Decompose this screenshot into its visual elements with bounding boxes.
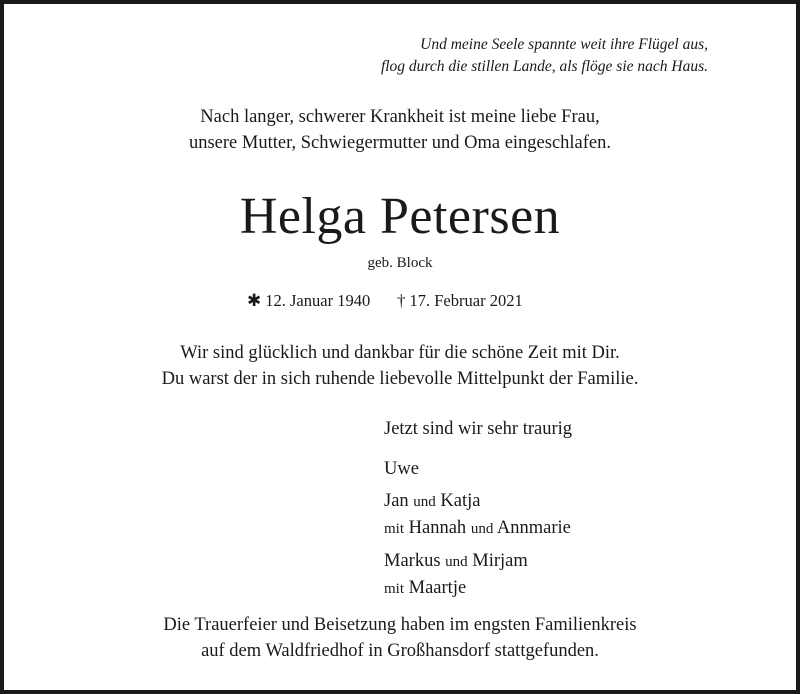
mourner-children-1 <box>384 515 572 542</box>
death-cross-icon: † <box>397 291 406 310</box>
joiner-word: und <box>445 554 468 570</box>
closing-text <box>4 612 796 664</box>
with-word: mit <box>384 521 405 537</box>
mourner-name: Katja <box>440 491 481 511</box>
mourner-group-2 <box>384 548 572 602</box>
birth-star-icon: ✱ <box>247 291 262 310</box>
closing-line-2: auf dem Waldfriedhof in Großhansdorf stattgefunden. <box>201 641 599 661</box>
birth-date-text: 12. Januar 1940 <box>265 291 371 310</box>
closing-line-1: Die Trauerfeier und Beisetzung haben im engsten Familienkreis <box>163 615 637 635</box>
joiner-word: und <box>470 521 494 537</box>
maiden-name: geb. Block <box>367 255 433 271</box>
tribute-text <box>4 340 796 392</box>
mourner-name: Hannah <box>408 518 467 538</box>
intro-line-2: unsere Mutter, Schwiegermutter und Oma eingeschlafen. <box>188 133 612 153</box>
mourners-list <box>384 416 572 608</box>
mourning-line: Jetzt sind wir sehr traurig <box>384 419 573 439</box>
deceased-name: Helga Petersen <box>239 188 561 245</box>
intro-text <box>4 104 796 156</box>
verse-line-2: flog durch die stillen Lande, als flöge sie nach Haus. <box>380 58 708 75</box>
mourner-name: Jan <box>384 491 409 511</box>
mourner-couple-1 <box>384 488 572 515</box>
mourner-husband: Uwe <box>384 459 419 479</box>
verse-quote <box>381 34 708 78</box>
intro-line-1: Nach langer, schwerer Krankheit ist meine liebe Frau, <box>200 107 600 127</box>
tribute-line-1: Wir sind glücklich und dankbar für die schöne Zeit mit Dir. <box>180 343 620 363</box>
mourner-name: Mirjam <box>472 551 528 571</box>
verse-line-1: Und meine Seele spannte weit ihre Flügel aus, <box>420 36 708 53</box>
mourner-name: Markus <box>384 551 441 571</box>
birth-date <box>247 290 370 312</box>
tribute-line-2: Du warst der in sich ruhende liebevolle Mittelpunkt der Familie. <box>161 369 639 389</box>
joiner-word: und <box>413 494 436 510</box>
mourner-group-1 <box>384 488 572 542</box>
mourner-name: Annmarie <box>496 518 571 538</box>
death-date <box>397 290 523 312</box>
mourner-name: Maartje <box>408 578 467 598</box>
with-word: mit <box>384 581 405 597</box>
mourner-children-2 <box>384 575 572 602</box>
death-date-text: 17. Februar 2021 <box>409 291 523 310</box>
mourner-couple-2 <box>384 548 572 575</box>
